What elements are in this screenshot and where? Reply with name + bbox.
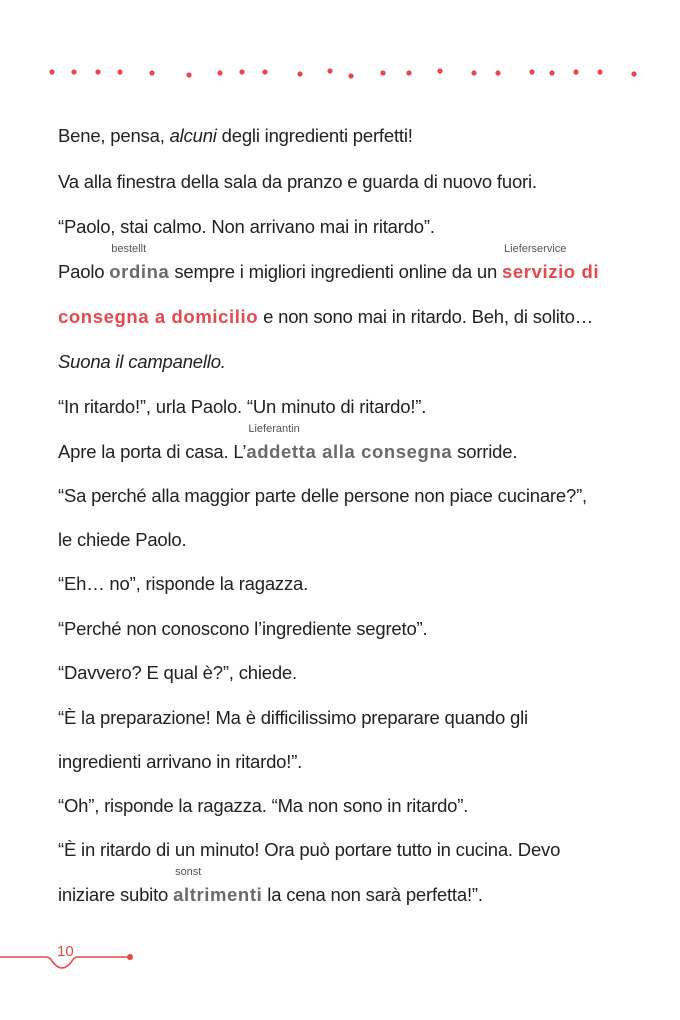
text-line-14: “È la preparazione! Ma è difficilissimo preparare quando gli — [58, 707, 528, 728]
vocab-gloss: sonst — [175, 866, 202, 878]
page-number: 10 — [57, 943, 74, 960]
footer-dot — [127, 954, 133, 960]
vocab-word: Lieferantin addetta alla consegna — [246, 423, 453, 462]
vocab-gloss: Lieferservice — [504, 243, 567, 255]
decorative-dot — [95, 69, 100, 74]
text-line-2: Va alla finestra della sala da pranzo e guarda di nuovo fuori. — [58, 171, 537, 192]
text-line-15: ingredienti arrivano in ritardo!”. — [58, 751, 303, 772]
decorative-dot — [495, 70, 500, 75]
decorative-dot — [117, 69, 122, 74]
vocab-word: sonst altrimenti — [173, 866, 263, 905]
text-line-11: “Eh… no”, risponde la ragazza. — [58, 573, 309, 594]
decorative-dot — [529, 69, 534, 74]
decorative-dot-row — [0, 60, 680, 90]
decorative-dot — [71, 69, 76, 74]
decorative-dot — [573, 69, 578, 74]
vocab-word: consegna a domicilio — [58, 306, 259, 327]
decorative-dot — [49, 69, 54, 74]
decorative-dot — [297, 71, 302, 76]
decorative-dot — [380, 70, 385, 75]
text-line-17: “È in ritardo di un minuto! Ora può portare tutto in cucina. Devo — [58, 839, 561, 860]
vocab-gloss: Lieferantin — [248, 423, 300, 435]
decorative-dot — [239, 69, 244, 74]
text-line-13: “Davvero? E qual è?”, chiede. — [58, 662, 297, 683]
decorative-dot — [631, 71, 636, 76]
decorative-dot — [437, 68, 442, 73]
decorative-dot — [348, 73, 353, 78]
text-line-3: “Paolo, stai calmo. Non arrivano mai in ritardo”. — [58, 216, 435, 237]
decorative-dot — [186, 72, 191, 77]
vocab-gloss: bestellt — [111, 243, 147, 255]
text-line-9: “Sa perché alla maggior parte delle persone non piace cucinare?”, — [58, 485, 587, 506]
decorative-dot — [327, 68, 332, 73]
text-line-12: “Perché non conoscono l’ingrediente segreto”. — [58, 618, 428, 639]
page-footer-ornament — [0, 935, 680, 975]
decorative-dot — [149, 70, 154, 75]
decorative-dot — [262, 69, 267, 74]
italic-word: alcuni — [169, 125, 217, 146]
vocab-word: bestellt ordina — [109, 243, 170, 282]
text-line-16: “Oh”, risponde la ragazza. “Ma non sono in ritardo”. — [58, 795, 469, 816]
text-line-5: consegna a domicilio e non sono mai in ritardo. Beh, di solito… — [58, 306, 594, 327]
decorative-dot — [549, 70, 554, 75]
text-line-8: Apre la porta di casa. L’ Lieferantin addetta alla consegna sorride. — [58, 423, 518, 462]
decorative-dot — [217, 70, 222, 75]
decorative-dot — [406, 70, 411, 75]
text-line-10: le chiede Paolo. — [58, 529, 187, 550]
text-line-6: Suona il campanello. — [58, 351, 226, 372]
text-line-1: Bene, pensa, alcuni degli ingredienti perfetti! — [58, 125, 413, 146]
text-line-4: Paolo bestellt ordina sempre i migliori ingredienti online da un Lieferservice servizio di — [58, 243, 600, 282]
decorative-dot — [471, 70, 476, 75]
text-line-18: iniziare subito sonst altrimenti la cena non sarà perfetta!”. — [58, 866, 483, 905]
vocab-word: Lieferservice servizio di — [502, 243, 600, 282]
decorative-dot — [597, 69, 602, 74]
text-line-7: “In ritardo!”, urla Paolo. “Un minuto di ritardo!”. — [58, 396, 427, 417]
